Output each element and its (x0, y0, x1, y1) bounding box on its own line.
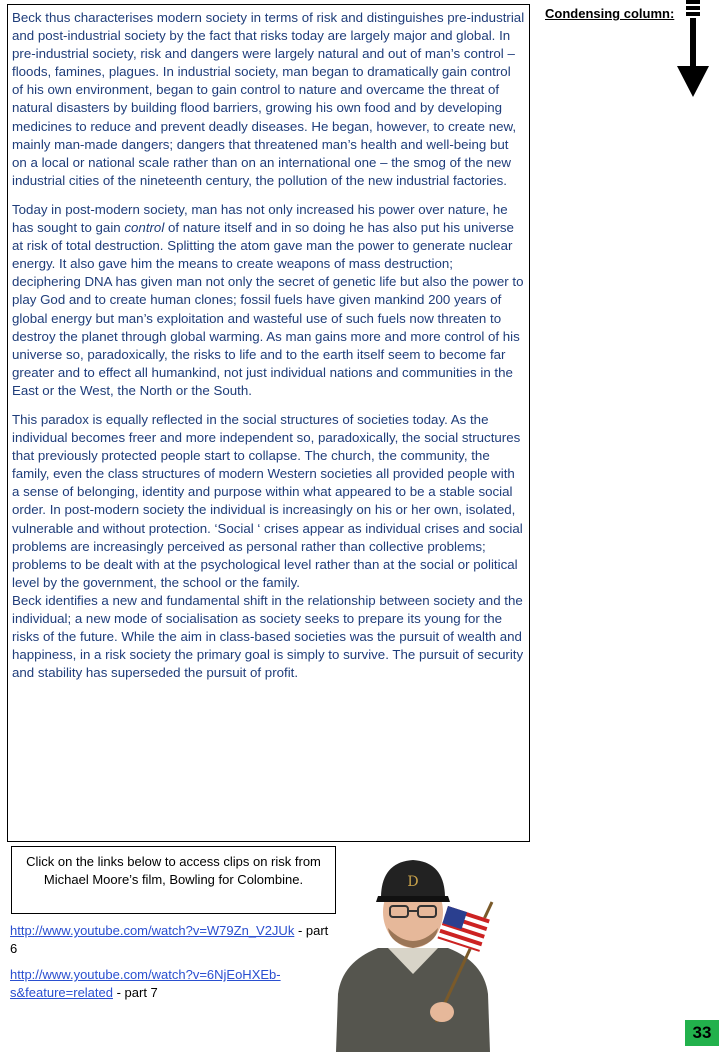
youtube-link-part-6[interactable]: http://www.youtube.com/watch?v=W79Zn_V2JUk (10, 923, 295, 938)
condensing-column-label: Condensing column: (545, 6, 675, 21)
man-with-flag-photo (318, 844, 508, 1052)
youtube-link-part-7[interactable]: http://www.youtube.com/watch?v=6NjEoHXEb-s&feature=related (10, 967, 281, 1000)
paragraph-2-end: of nature itself and in so doing he has also put his universe at risk of total destruction. Splitting the atom gave man the power to generate nuclear energy. It also gave him the means to create weapons of mass destruction; deciphering DNA has given man not only the secret of genetic life but also the power to play God and to create human clones; fossil fuels have given mankind 200 years of global energy but man’s exploitation and wasteful use of such fuels now threaten to destroy the planet through global warming. As man gains more and more control of his universe so, paradoxically, the risks to life and to the earth itself seem to become far greater and to effect all humankind, not just individual nations and communities in the East or the West, the North or the South. (12, 220, 524, 398)
main-text-box (7, 4, 530, 842)
down-arrow-icon (676, 0, 710, 98)
svg-text:D: D (407, 874, 419, 890)
paragraph-2-start: Today in post-modern society, man has not only increased his power over nature, he has sought to gain (12, 201, 508, 236)
page-number-badge: 33 (685, 1020, 719, 1046)
link-suffix-part-7: - part 7 (112, 985, 158, 1000)
link-item-part-6 (10, 922, 330, 958)
link-suffix-part-6: - part 6 (10, 923, 329, 956)
paragraph-4: Beck identifies a new and fundamental shift in the relationship between society and the individual; a new mode of socialisation as society seeks to prepare its young for the risks of the future. While the aim in class-based societies was the pursuit of wealth and happiness, in a risk society the primary goal is simply to survive. The pursuit of security and stability has superseded the pursuit of profit. (12, 592, 524, 681)
video-links-intro: Click on the links below to access clips on risk from Michael Moore’s film, Bowling for Colombine. (11, 846, 336, 914)
paragraph-3: This paradox is equally reflected in the social structures of societies today. As the individual becomes freer and more independent so, paradoxically, the social structures that previously protected people start to collapse. The church, the community, the family, even the class structures of modern Western societies all provided people with a sense of belonging, identity and purpose within what appeared to be a stable social order. In post-modern society the individual is increasingly on his or her own, isolated, vulnerable and without protection. ‘Social ‘ crises appear as individual crises and social problems are increasingly perceived as personal rather than collective problems; problems to be dealt with at the psychological level rather than at the social or political level by the government, the school or the family. (12, 411, 523, 590)
paragraph-1: Beck thus characterises modern society in terms of risk and distinguishes pre-industrial and post-industrial society by the fact that risks today are largely major and global. In pre-industrial society, risk and dangers were largely natural and out of man’s control – floods, famines, plagues. In industrial society, man began to dramatically gain control of his own environment, began to gain control to nature and overcame the threat of natural disasters by building flood barriers, growing his own food and by developing medicines to reduce and prevent deadly diseases. He began, however, to create new, mainly man-made dangers; dangers that threatened man’s health and well-being but on a local or national scale rather than on an international one – the smog of the new industrial cities of the nineteenth century, the pollution of the new industrial factories. (12, 10, 525, 188)
paragraph-2-emphasis: control (124, 220, 165, 236)
link-item-part-7 (10, 966, 330, 1002)
paragraph-2 (12, 201, 525, 400)
